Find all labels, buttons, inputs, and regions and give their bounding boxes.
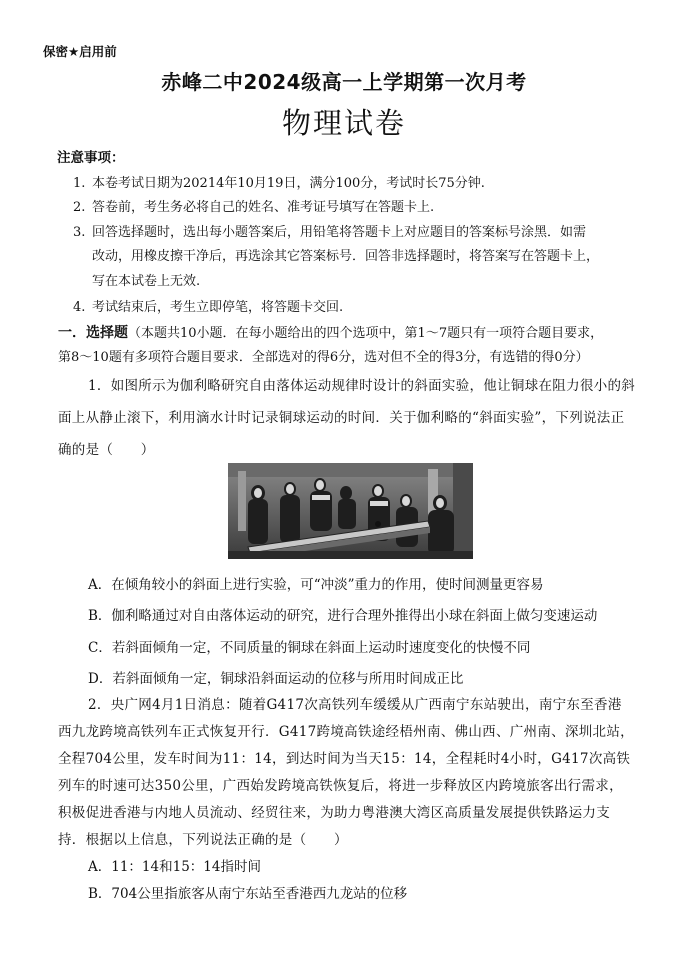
exam-title: 赤峰二中2024级高一上学期第一次月考 — [161, 70, 527, 94]
notice-item-2 — [73, 196, 434, 215]
notice-item-text: 本卷考试日期为20214年10月19日，满分100分，考试时长75分钟. — [92, 176, 485, 191]
question-2-text: 持．根据以上信息，下列说法正确的是（ ） — [58, 832, 348, 848]
notice-item-number: 3. — [73, 225, 86, 240]
notice-item-1 — [73, 172, 485, 191]
notice-item-text: 回答选择题时，选出每小题答案后，用铅笔将答题卡上对应题目的答案标号涂黑．如需 — [92, 225, 587, 240]
engraving-illustration — [228, 463, 473, 559]
question-1-option-d: D．若斜面倾角一定，铜球沿斜面运动的位移与所用时间成正比 — [88, 671, 464, 687]
notice-item-number: 4. — [73, 300, 86, 315]
notice-item-text: 考试结束后，考生立即停笔，将答题卡交回. — [92, 300, 344, 315]
section-desc-cont: 第8～10题有多项符合题目要求．全部选对的得6分，选对但不全的得3分，有选错的得0分） — [58, 350, 589, 365]
question-2-option-b: B．704公里指旅客从南宁东站至香港西九龙站的位移 — [88, 886, 408, 902]
section-header — [58, 322, 603, 342]
notice-item-3 — [73, 221, 586, 240]
notice-item-number: 2. — [73, 200, 86, 215]
question-2-text: 西九龙跨境高铁列车正式恢复开行．G417跨境高铁途经梧州南、佛山西、广州南、深圳北站， — [58, 724, 634, 740]
question-1-option-c: C．若斜面倾角一定，不同质量的铜球在斜面上运动时速度变化的快慢不同 — [88, 640, 531, 656]
notice-heading: 注意事项： — [57, 150, 125, 166]
question-1-option-b: B．伽利略通过对自由落体运动的研究，进行合理外推得出小球在斜面上做匀变速运动 — [88, 608, 598, 624]
question-2-text: 2．央广网4月1日消息：随着G417次高铁列车缓缓从广西南宁东站驶出，南宁东至香港 — [88, 697, 622, 713]
subject-title: 物理试卷 — [281, 106, 406, 140]
question-1-text: 面上从静止滚下，利用滴水计时记录铜球运动的时间．关于伽利略的“斜面实验”，下列说法正 — [58, 410, 625, 426]
notice-item-text: 答卷前，考生务必将自己的姓名、准考证号填写在答题卡上. — [92, 200, 435, 215]
question-2-text: 全程704公里，发车时间为11：14，到达时间为当天15：14，全程耗时4小时，G417次高铁 — [58, 751, 631, 767]
section-label: 一．选择题 — [58, 325, 128, 341]
notice-item-4 — [73, 296, 343, 315]
notice-item-number: 1. — [73, 176, 86, 191]
question-1-text: 1．如图所示为伽利略研究自由落体运动规律时设计的斜面实验，他让铜球在阻力很小的斜 — [88, 378, 636, 394]
notice-item-3-cont: 改动，用橡皮擦干净后，再选涂其它答案标号．回答非选择题时，将答案写在答题卡上， — [92, 249, 600, 264]
question-2-text: 列车的时速可达350公里，广西始发跨境高铁恢复后，将进一步释放区内跨境旅客出行需求， — [58, 778, 623, 794]
section-desc: （本题共10小题．在每小题给出的四个选项中，第1～7题只有一项符合题目要求， — [128, 326, 604, 341]
question-2-text: 积极促进香港与内地人员流动、经贸往来，为助力粤港澳大湾区高质量发展提供铁路运力支 — [58, 805, 610, 821]
question-1-option-a: A．在倾角较小的斜面上进行实验，可“冲淡”重力的作用，使时间测量更容易 — [88, 577, 544, 593]
galileo-experiment-image — [228, 463, 473, 559]
question-2-option-a: A．11：14和15：14指时间 — [88, 859, 261, 875]
notice-item-3-cont: 写在本试卷上无效. — [92, 274, 201, 289]
question-1-text: 确的是（ ） — [58, 442, 155, 458]
confidential-label: 保密★启用前 — [43, 44, 117, 59]
